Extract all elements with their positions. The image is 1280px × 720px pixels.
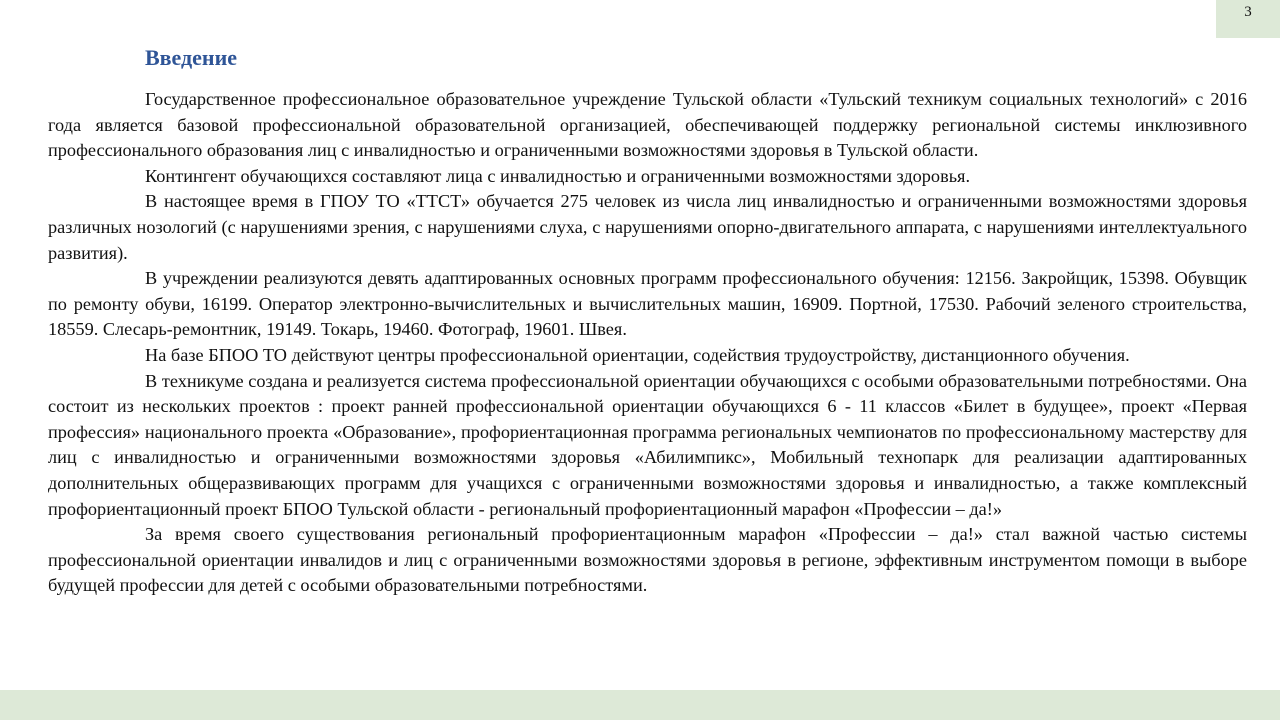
paragraph-enrollment: В настоящее время в ГПОУ ТО «ТТСТ» обучается 275 человек из числа лиц инвалидностью и ограниченными возможностями здоровья различных нозологий (с нарушениями зрения, с нарушениями слуха, с нарушениями опорно-двигательного аппарата, с нарушениями интеллектуального развития).: [48, 191, 1247, 263]
paragraph-centers: На базе БПОО ТО действуют центры профессиональной ориентации, содействия трудоустройству, дистанционного обучения.: [145, 344, 1130, 365]
paragraph-marathon: За время своего существования региональный профориентационным марафон «Профессии – да!» стал важной частью системы профессиональной ориентации инвалидов и лиц с ограниченными возможностями здоровья в регионе, эффективным инструментом помощи в выборе будущей профессии для детей с особыми образовательными потребностями.: [48, 524, 1247, 596]
paragraph-programs: В учреждении реализуются девять адаптированных основных программ профессионального обучения: 12156. Закройщик, 15398. Обувщик по ремонту обуви, 16199. Оператор электронно-вычислительных и вычислительных машин, 16909. Портной, 17530. Рабочий зеленого строительства, 18559. Слесарь-ремонтник, 19149. Токарь, 19460. Фотограф, 19601. Швея.: [48, 268, 1247, 340]
paragraph-contingent: Контингент обучающихся составляют лица с инвалидностью и ограниченными возможностями здоровья.: [145, 165, 971, 186]
page-number-box: [1216, 0, 1280, 38]
section-title: Введение: [145, 45, 238, 70]
paragraph-orientation-system: В техникуме создана и реализуется система профессиональной ориентации обучающихся с особыми образовательными потребностями. Она состоит из нескольких проектов : проект ранней профессиональной ориентации обучающихся 6 - 11 классов «Билет в будущее», проект «Первая профессия» национального проекта «Образование», профориентационная программа региональных чемпионатов по профессиональному мастерству для лиц с инвалидностью и ограниченными возможностями здоровья «Абилимпикс», Мобильный технопарк для реализации адаптированных дополнительных общеразвивающих программ для учащихся с ограниченными возможностями здоровья и инвалидностью, а также комплексный профориентационный проект БПОО Тульской области - региональный профориентационный марафон «Профессии – да!»: [48, 370, 1247, 519]
paragraph-intro: Государственное профессиональное образовательное учреждение Тульской области «Тульский техникум социальных технологий» с 2016 года является базовой профессиональной образовательной организацией, обеспечивающей поддержку региональной системы инклюзивного профессионального образования лиц с инвалидностью и ограниченными возможностями здоровья в Тульской области.: [48, 89, 1247, 161]
footer-band: [0, 690, 1280, 720]
page-number: 3: [1244, 4, 1252, 20]
body-text: [48, 87, 1247, 599]
